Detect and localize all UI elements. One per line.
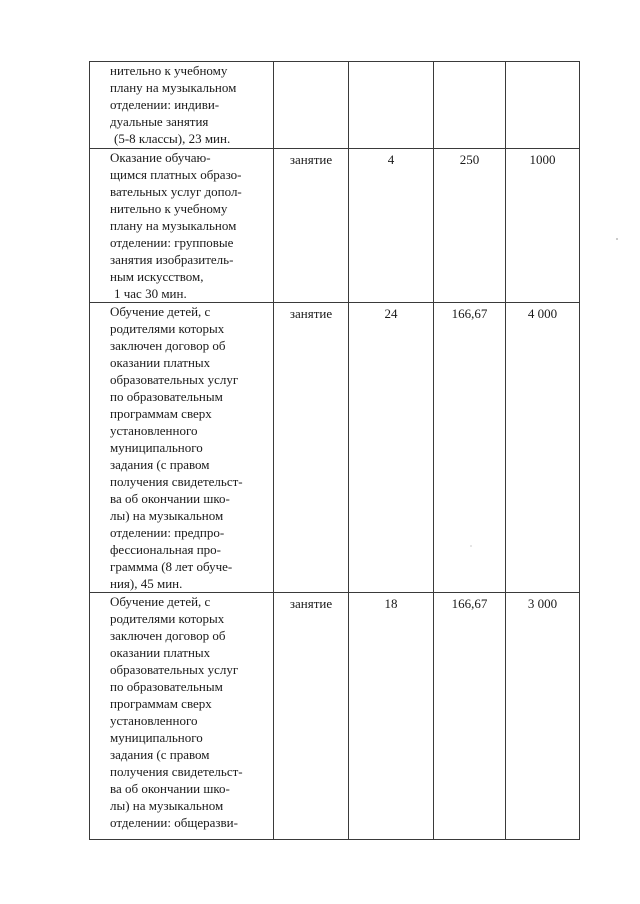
- description-line: граммма (8 лет обуче-: [110, 559, 233, 574]
- price-value: 166,67: [451, 306, 488, 321]
- description-line: оказании платных: [110, 355, 211, 370]
- description-line: получения свидетельст-: [110, 764, 243, 779]
- description-line: 1 час 30 мин.: [114, 286, 187, 301]
- price-cell: [434, 593, 506, 840]
- description-line: отделении: групповые: [110, 235, 234, 250]
- service-description: [90, 593, 273, 831]
- table-row: [90, 62, 580, 149]
- description-line: программам сверх: [110, 406, 212, 421]
- description-line: по образовательным: [110, 679, 223, 694]
- scan-speck: [616, 238, 618, 240]
- description-line: ния), 45 мин.: [110, 576, 183, 591]
- description-line: программам сверх: [110, 696, 212, 711]
- description-line: ва об окончании шко-: [110, 781, 230, 796]
- description-line: нительно к учебному: [110, 201, 228, 216]
- description-line: лы) на музыкальном: [110, 798, 224, 813]
- description-line: родителями которых: [110, 321, 225, 336]
- description-line: установленного: [110, 423, 198, 438]
- description-line: образовательных услуг: [110, 372, 239, 387]
- service-description-cell: [90, 62, 274, 149]
- description-line: заключен договор об: [110, 338, 226, 353]
- description-line: плану на музыкальном: [110, 80, 237, 95]
- service-description: [90, 149, 273, 302]
- service-description: [90, 303, 273, 592]
- description-line: нительно к учебному: [110, 63, 228, 78]
- description-line: фессиональная про-: [110, 542, 222, 557]
- description-line: родителями которых: [110, 611, 225, 626]
- quantity-value: 24: [384, 306, 398, 321]
- description-line: получения свидетельст-: [110, 474, 243, 489]
- price-value: [434, 62, 505, 64]
- description-line: задания (с правом: [110, 747, 210, 762]
- quantity-value: [349, 62, 433, 64]
- unit-cell: [274, 303, 349, 593]
- total-value: 3 000: [527, 596, 558, 611]
- description-line: дуальные занятия: [110, 114, 209, 129]
- description-line: установленного: [110, 713, 198, 728]
- description-line: ва об окончании шко-: [110, 491, 230, 506]
- unit-value: занятие: [289, 306, 333, 321]
- total-cell: [506, 62, 580, 149]
- price-cell: [434, 62, 506, 149]
- unit-value: занятие: [289, 152, 333, 167]
- description-line: муниципального: [110, 440, 203, 455]
- quantity-cell: [349, 303, 434, 593]
- description-line: отделении: общеразви-: [110, 815, 238, 830]
- total-value: [506, 62, 579, 64]
- quantity-value: 4: [387, 152, 395, 167]
- quantity-cell: [349, 593, 434, 840]
- description-line: муниципального: [110, 730, 203, 745]
- unit-cell: [274, 149, 349, 303]
- price-cell: [434, 149, 506, 303]
- price-cell: [434, 303, 506, 593]
- description-line: Обучение детей, с: [110, 594, 211, 609]
- quantity-cell: [349, 149, 434, 303]
- unit-cell: [274, 593, 349, 840]
- price-value: 250: [459, 152, 480, 167]
- table-row: [90, 303, 580, 593]
- quantity-cell: [349, 62, 434, 149]
- description-line: образовательных услуг: [110, 662, 239, 677]
- description-line: оказании платных: [110, 645, 211, 660]
- service-description-cell: [90, 593, 274, 840]
- description-line: отделении: индиви-: [110, 97, 220, 112]
- table-row: [90, 149, 580, 303]
- total-cell: [506, 149, 580, 303]
- total-cell: [506, 593, 580, 840]
- description-line: задания (с правом: [110, 457, 210, 472]
- description-line: отделении: предпро-: [110, 525, 225, 540]
- description-line: плану на музыкальном: [110, 218, 237, 233]
- description-line: занятия изобразитель-: [110, 252, 234, 267]
- description-line: Оказание обучаю-: [110, 150, 211, 165]
- total-cell: [506, 303, 580, 593]
- description-line: (5-8 классы), 23 мин.: [114, 131, 231, 146]
- service-description: [90, 62, 273, 147]
- unit-value: занятие: [289, 596, 333, 611]
- total-value: 1000: [529, 152, 556, 167]
- services-price-table: [89, 61, 580, 840]
- price-value: 166,67: [451, 596, 488, 611]
- unit-cell: [274, 62, 349, 149]
- description-line: ным искусством,: [110, 269, 204, 284]
- scan-speck: [470, 545, 472, 547]
- service-description-cell: [90, 149, 274, 303]
- description-line: по образовательным: [110, 389, 223, 404]
- description-line: Обучение детей, с: [110, 304, 211, 319]
- unit-value: [274, 62, 348, 64]
- quantity-value: 18: [384, 596, 398, 611]
- service-description-cell: [90, 303, 274, 593]
- description-line: щимся платных образо-: [110, 167, 242, 182]
- description-line: заключен договор об: [110, 628, 226, 643]
- description-line: вательных услуг допол-: [110, 184, 242, 199]
- total-value: 4 000: [527, 306, 558, 321]
- description-line: лы) на музыкальном: [110, 508, 224, 523]
- table-row: [90, 593, 580, 840]
